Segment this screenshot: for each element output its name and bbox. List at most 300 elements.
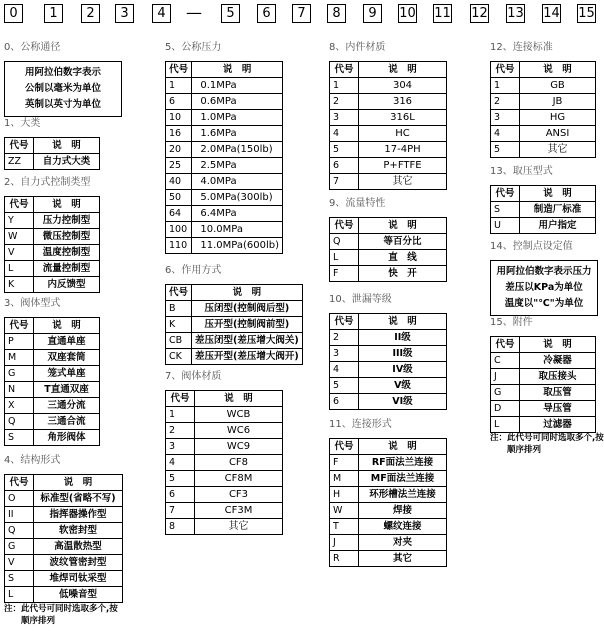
- table-row: [330, 551, 447, 567]
- footnote: [4, 603, 118, 627]
- header-code: 代号: [5, 318, 34, 334]
- code-table: [4, 317, 100, 446]
- code-cell: L: [491, 417, 520, 433]
- section-title: 14、控制点设定值: [490, 241, 573, 252]
- note-line: 公制以毫米为单位: [24, 83, 101, 94]
- description-cell: 指挥器操作型: [34, 507, 123, 523]
- table-row: [330, 142, 447, 158]
- table-row: [5, 555, 123, 571]
- section-title: 8、内件材质: [329, 42, 386, 53]
- description-cell: WC6: [195, 423, 283, 439]
- code-box: 8: [327, 4, 346, 23]
- header-code: 代号: [330, 218, 359, 234]
- code-cell: F: [330, 455, 359, 471]
- header-description: 说 明: [192, 285, 303, 301]
- section-title: 10、泄漏等级: [329, 294, 392, 305]
- code-cell: W: [5, 229, 34, 245]
- description-cell: CF3M: [195, 503, 283, 519]
- table-row: [491, 417, 596, 433]
- code-cell: V: [5, 245, 34, 261]
- table-header-row: [491, 62, 596, 78]
- table-row: [491, 218, 596, 234]
- code-box: 1: [44, 4, 63, 23]
- description-cell: 三通分流: [34, 398, 100, 414]
- section-7: [165, 370, 283, 535]
- table-row: [330, 110, 447, 126]
- table-row: [5, 382, 100, 398]
- description-cell: RF面法兰连接: [359, 455, 447, 471]
- table-row: [330, 174, 447, 190]
- code-cell: CB: [166, 333, 192, 349]
- code-cell: 3: [166, 439, 195, 455]
- table-row: [330, 330, 447, 346]
- header-code: 代号: [5, 138, 34, 154]
- code-box: 2: [81, 4, 100, 23]
- code-cell: G: [5, 366, 34, 382]
- header-code: 代号: [491, 62, 520, 78]
- section-5: [165, 41, 283, 254]
- description-cell: 1.0MPa: [192, 110, 283, 126]
- code-box: 7: [292, 4, 311, 23]
- table-row: [330, 250, 447, 266]
- description-cell: 直通单座: [34, 334, 100, 350]
- header-code: 代号: [166, 285, 192, 301]
- code-cell: X: [5, 398, 34, 414]
- table-row: [166, 158, 283, 174]
- header-description: 说 明: [520, 337, 596, 353]
- table-row: [5, 414, 100, 430]
- code-cell: II: [5, 507, 34, 523]
- code-cell: C: [491, 353, 520, 369]
- note-block: [490, 260, 598, 316]
- code-table: [329, 313, 447, 410]
- table-row: [166, 317, 303, 333]
- description-cell: 堆焊司钛采型: [34, 571, 123, 587]
- description-cell: P+FTFE: [359, 158, 447, 174]
- code-cell: 4: [330, 362, 359, 378]
- table-row: [491, 401, 596, 417]
- table-row: [330, 126, 447, 142]
- description-cell: 角形阀体: [34, 430, 100, 446]
- header-code: 代号: [166, 391, 195, 407]
- description-cell: 10.0MPa: [192, 222, 283, 238]
- header-code: 代号: [5, 197, 34, 213]
- code-cell: Q: [5, 523, 34, 539]
- description-cell: 0.6MPa: [192, 94, 283, 110]
- header-code: 代号: [491, 337, 520, 353]
- description-cell: 2.5MPa: [192, 158, 283, 174]
- code-cell: 1: [330, 78, 359, 94]
- table-row: [491, 94, 596, 110]
- code-cell: S: [5, 430, 34, 446]
- code-cell: 4: [330, 126, 359, 142]
- code-cell: 3: [330, 110, 359, 126]
- table-row: [5, 523, 123, 539]
- code-box: 12: [471, 6, 488, 21]
- table-row: [330, 503, 447, 519]
- header-description: 说 明: [359, 439, 447, 455]
- code-cell: 5: [166, 471, 195, 487]
- table-row: [166, 349, 303, 365]
- section-3: [4, 297, 100, 446]
- table-row: [166, 206, 283, 222]
- description-cell: JB: [520, 94, 596, 110]
- code-cell: Q: [5, 414, 34, 430]
- code-box: 0: [4, 4, 23, 23]
- code-cell: Q: [330, 234, 359, 250]
- table-row: [166, 238, 283, 254]
- code-cell: Y: [5, 213, 34, 229]
- table-header-row: [166, 391, 283, 407]
- table-row: [330, 535, 447, 551]
- table-row: [330, 234, 447, 250]
- code-cell: P: [5, 334, 34, 350]
- table-row: [166, 439, 283, 455]
- code-cell: 16: [166, 126, 192, 142]
- section-15: [490, 316, 596, 433]
- header-description: 说 明: [359, 218, 447, 234]
- code-cell: 4: [166, 455, 195, 471]
- section-11: [329, 418, 447, 567]
- description-cell: 快 开: [359, 266, 447, 282]
- description-cell: 标准型(省略不写): [34, 491, 123, 507]
- code-cell: L: [5, 261, 34, 277]
- code-cell: W: [330, 503, 359, 519]
- code-cell: 6: [330, 158, 359, 174]
- description-cell: 差压闭型(差压增大阀关): [192, 333, 303, 349]
- description-cell: 316L: [359, 110, 447, 126]
- table-row: [166, 423, 283, 439]
- description-cell: 其它: [359, 174, 447, 190]
- description-cell: WC9: [195, 439, 283, 455]
- description-cell: 压开型(控制阀前型): [192, 317, 303, 333]
- section-2: [4, 176, 100, 293]
- table-row: [166, 190, 283, 206]
- section-4: [4, 454, 123, 603]
- code-box: 5: [221, 4, 240, 23]
- code-table: [490, 336, 596, 433]
- table-row: [5, 277, 100, 293]
- table-header-row: [166, 62, 283, 78]
- code-cell: K: [166, 317, 192, 333]
- header-code: 代号: [491, 186, 520, 202]
- code-cell: H: [330, 487, 359, 503]
- description-cell: III级: [359, 346, 447, 362]
- section-6: [165, 264, 303, 365]
- note-line: 温度以"℃"为单位: [504, 298, 584, 309]
- table-row: [166, 333, 303, 349]
- table-row: [330, 94, 447, 110]
- description-cell: 用户指定: [520, 218, 596, 234]
- code-cell: 20: [166, 142, 192, 158]
- code-cell: 7: [330, 174, 359, 190]
- table-header-row: [166, 285, 303, 301]
- description-cell: 自力式大类: [34, 154, 100, 170]
- table-row: [5, 587, 123, 603]
- table-row: [166, 126, 283, 142]
- table-header-row: [5, 318, 100, 334]
- description-cell: 微压控制型: [34, 229, 100, 245]
- description-cell: 温度控制型: [34, 245, 100, 261]
- header-code: 代号: [5, 475, 34, 491]
- section-title: 13、取压型式: [490, 166, 553, 177]
- code-cell: N: [5, 382, 34, 398]
- table-row: [330, 78, 447, 94]
- table-row: [330, 455, 447, 471]
- table-header-row: [491, 337, 596, 353]
- table-row: [166, 455, 283, 471]
- description-cell: 0.1MPa: [192, 78, 283, 94]
- section-13: [490, 165, 596, 234]
- code-table: [165, 390, 283, 535]
- description-cell: 4.0MPa: [192, 174, 283, 190]
- table-row: [5, 154, 100, 170]
- table-row: [330, 471, 447, 487]
- description-cell: 焊接: [359, 503, 447, 519]
- code-cell: 100: [166, 222, 192, 238]
- table-row: [330, 346, 447, 362]
- code-cell: 8: [166, 519, 195, 535]
- header-code: 代号: [166, 62, 192, 78]
- code-cell: 2: [491, 94, 520, 110]
- code-box: 10: [399, 6, 416, 21]
- code-table: [329, 438, 447, 567]
- table-row: [166, 407, 283, 423]
- code-cell: 2: [330, 94, 359, 110]
- table-row: [5, 398, 100, 414]
- code-cell: 25: [166, 158, 192, 174]
- section-title: 4、结构形式: [4, 455, 61, 466]
- header-description: 说 明: [34, 475, 123, 491]
- table-row: [5, 334, 100, 350]
- code-table: [165, 284, 303, 365]
- section-title: 9、流量特性: [329, 198, 386, 209]
- description-cell: 316: [359, 94, 447, 110]
- note-line: 用阿拉伯数字表示压力: [496, 266, 592, 277]
- code-table: [490, 61, 596, 158]
- description-cell: 取压管: [520, 385, 596, 401]
- table-row: [166, 301, 303, 317]
- header-description: 说 明: [34, 138, 100, 154]
- code-cell: 2: [166, 423, 195, 439]
- code-cell: 4: [491, 126, 520, 142]
- section-8: [329, 41, 447, 190]
- code-cell: O: [5, 491, 34, 507]
- section-14: [490, 240, 598, 316]
- code-cell: G: [5, 539, 34, 555]
- description-cell: 直 线: [359, 250, 447, 266]
- table-row: [166, 471, 283, 487]
- description-cell: 波纹管密封型: [34, 555, 123, 571]
- code-cell: S: [491, 202, 520, 218]
- description-cell: GB: [520, 78, 596, 94]
- description-cell: 冷凝器: [520, 353, 596, 369]
- description-cell: 内反馈型: [34, 277, 100, 293]
- description-cell: 6.4MPa: [192, 206, 283, 222]
- section-0: [4, 41, 122, 117]
- table-row: [330, 519, 447, 535]
- table-row: [166, 519, 283, 535]
- description-cell: 其它: [195, 519, 283, 535]
- note-line: 英制以英寸为单位: [24, 99, 101, 110]
- description-cell: 5.0MPa(300lb): [192, 190, 283, 206]
- description-cell: WCB: [195, 407, 283, 423]
- code-cell: 40: [166, 174, 192, 190]
- code-cell: 5: [330, 142, 359, 158]
- description-cell: 压力控制型: [34, 213, 100, 229]
- code-box: 6: [257, 4, 276, 23]
- description-cell: 其它: [520, 142, 596, 158]
- table-header-row: [5, 138, 100, 154]
- description-cell: IV级: [359, 362, 447, 378]
- table-row: [491, 202, 596, 218]
- table-row: [5, 229, 100, 245]
- code-cell: 6: [166, 94, 192, 110]
- code-cell: R: [330, 551, 359, 567]
- table-header-row: [330, 218, 447, 234]
- table-row: [166, 78, 283, 94]
- description-cell: CF8M: [195, 471, 283, 487]
- header-description: 说 明: [520, 62, 596, 78]
- header-description: 说 明: [359, 314, 447, 330]
- description-cell: 压闭型(控制阀后型): [192, 301, 303, 317]
- code-cell: L: [5, 587, 34, 603]
- table-row: [5, 507, 123, 523]
- code-cell: 64: [166, 206, 192, 222]
- description-cell: 取压接头: [520, 369, 596, 385]
- code-cell: 5: [330, 378, 359, 394]
- table-row: [5, 539, 123, 555]
- table-row: [5, 261, 100, 277]
- table-header-row: [330, 62, 447, 78]
- description-cell: MF面法兰连接: [359, 471, 447, 487]
- code-table: [490, 185, 596, 234]
- description-cell: 17-4PH: [359, 142, 447, 158]
- section-title: 2、自力式控制类型: [4, 177, 91, 188]
- header-description: 说 明: [520, 186, 596, 202]
- description-cell: CF8: [195, 455, 283, 471]
- code-cell: F: [330, 266, 359, 282]
- description-cell: II级: [359, 330, 447, 346]
- description-cell: 1.6MPa: [192, 126, 283, 142]
- description-cell: HC: [359, 126, 447, 142]
- header-description: 说 明: [192, 62, 283, 78]
- code-cell: J: [330, 535, 359, 551]
- code-cell: ZZ: [5, 154, 34, 170]
- section-title: 15、附件: [490, 317, 533, 328]
- description-cell: 三通合流: [34, 414, 100, 430]
- table-row: [330, 266, 447, 282]
- code-box: 3: [115, 4, 134, 23]
- code-cell: K: [5, 277, 34, 293]
- section-title: 6、作用方式: [165, 265, 222, 276]
- description-cell: 差压开型(差压增大阀开): [192, 349, 303, 365]
- table-row: [330, 487, 447, 503]
- description-cell: 低噪音型: [34, 587, 123, 603]
- table-row: [491, 369, 596, 385]
- description-cell: ANSI: [520, 126, 596, 142]
- code-cell: M: [330, 471, 359, 487]
- code-cell: 2: [330, 330, 359, 346]
- table-row: [491, 353, 596, 369]
- section-title: 3、阀体型式: [4, 298, 61, 309]
- code-cell: 3: [491, 110, 520, 126]
- code-cell: 10: [166, 110, 192, 126]
- table-row: [5, 571, 123, 587]
- description-cell: 笼式单座: [34, 366, 100, 382]
- code-cell: 110: [166, 238, 192, 254]
- description-cell: 304: [359, 78, 447, 94]
- description-cell: 对夹: [359, 535, 447, 551]
- table-row: [491, 142, 596, 158]
- code-table: [329, 61, 447, 190]
- table-row: [491, 385, 596, 401]
- description-cell: 软密封型: [34, 523, 123, 539]
- footnote-line: 注：此代号可同时选取多个,按: [4, 604, 118, 614]
- code-table: [4, 474, 123, 603]
- table-row: [166, 142, 283, 158]
- section-title: 5、公称压力: [165, 42, 222, 53]
- section-title: 7、阀体材质: [165, 371, 222, 382]
- footnote: [490, 432, 604, 456]
- code-cell: 1: [166, 407, 195, 423]
- note-line: 差压以KPa为单位: [505, 282, 583, 293]
- description-cell: T直通双座: [34, 382, 100, 398]
- code-cell: V: [5, 555, 34, 571]
- table-header-row: [5, 475, 123, 491]
- table-row: [330, 362, 447, 378]
- table-row: [491, 126, 596, 142]
- table-row: [166, 487, 283, 503]
- header-description: 说 明: [34, 197, 100, 213]
- description-cell: HG: [520, 110, 596, 126]
- table-row: [5, 213, 100, 229]
- header-code: 代号: [330, 439, 359, 455]
- code-cell: 1: [491, 78, 520, 94]
- description-cell: 螺纹连接: [359, 519, 447, 535]
- code-cell: D: [491, 401, 520, 417]
- table-row: [166, 222, 283, 238]
- code-cell: U: [491, 218, 520, 234]
- header-description: 说 明: [359, 62, 447, 78]
- code-box: 9: [363, 4, 382, 23]
- section-title: 0、公称通径: [4, 42, 61, 53]
- code-cell: 1: [166, 78, 192, 94]
- description-cell: 2.0MPa(150lb): [192, 142, 283, 158]
- table-header-row: [491, 186, 596, 202]
- code-box: 4: [152, 4, 171, 23]
- note-line: 用阿拉伯数字表示: [24, 67, 101, 78]
- table-row: [166, 110, 283, 126]
- code-dash: —: [186, 3, 202, 22]
- code-box: 11: [434, 6, 451, 21]
- code-table: [329, 217, 447, 282]
- table-row: [330, 394, 447, 410]
- header-description: 说 明: [195, 391, 283, 407]
- description-cell: 其它: [359, 551, 447, 567]
- header-description: 说 明: [34, 318, 100, 334]
- footnote-line: 顺序排列: [490, 445, 542, 455]
- description-cell: 11.0MPa(600lb): [192, 238, 283, 254]
- header-code: 代号: [330, 62, 359, 78]
- code-cell: 5: [491, 142, 520, 158]
- description-cell: 环形槽法兰连接: [359, 487, 447, 503]
- code-cell: M: [5, 350, 34, 366]
- description-cell: CF3: [195, 487, 283, 503]
- code-cell: G: [491, 385, 520, 401]
- section-12: [490, 41, 596, 158]
- table-row: [5, 350, 100, 366]
